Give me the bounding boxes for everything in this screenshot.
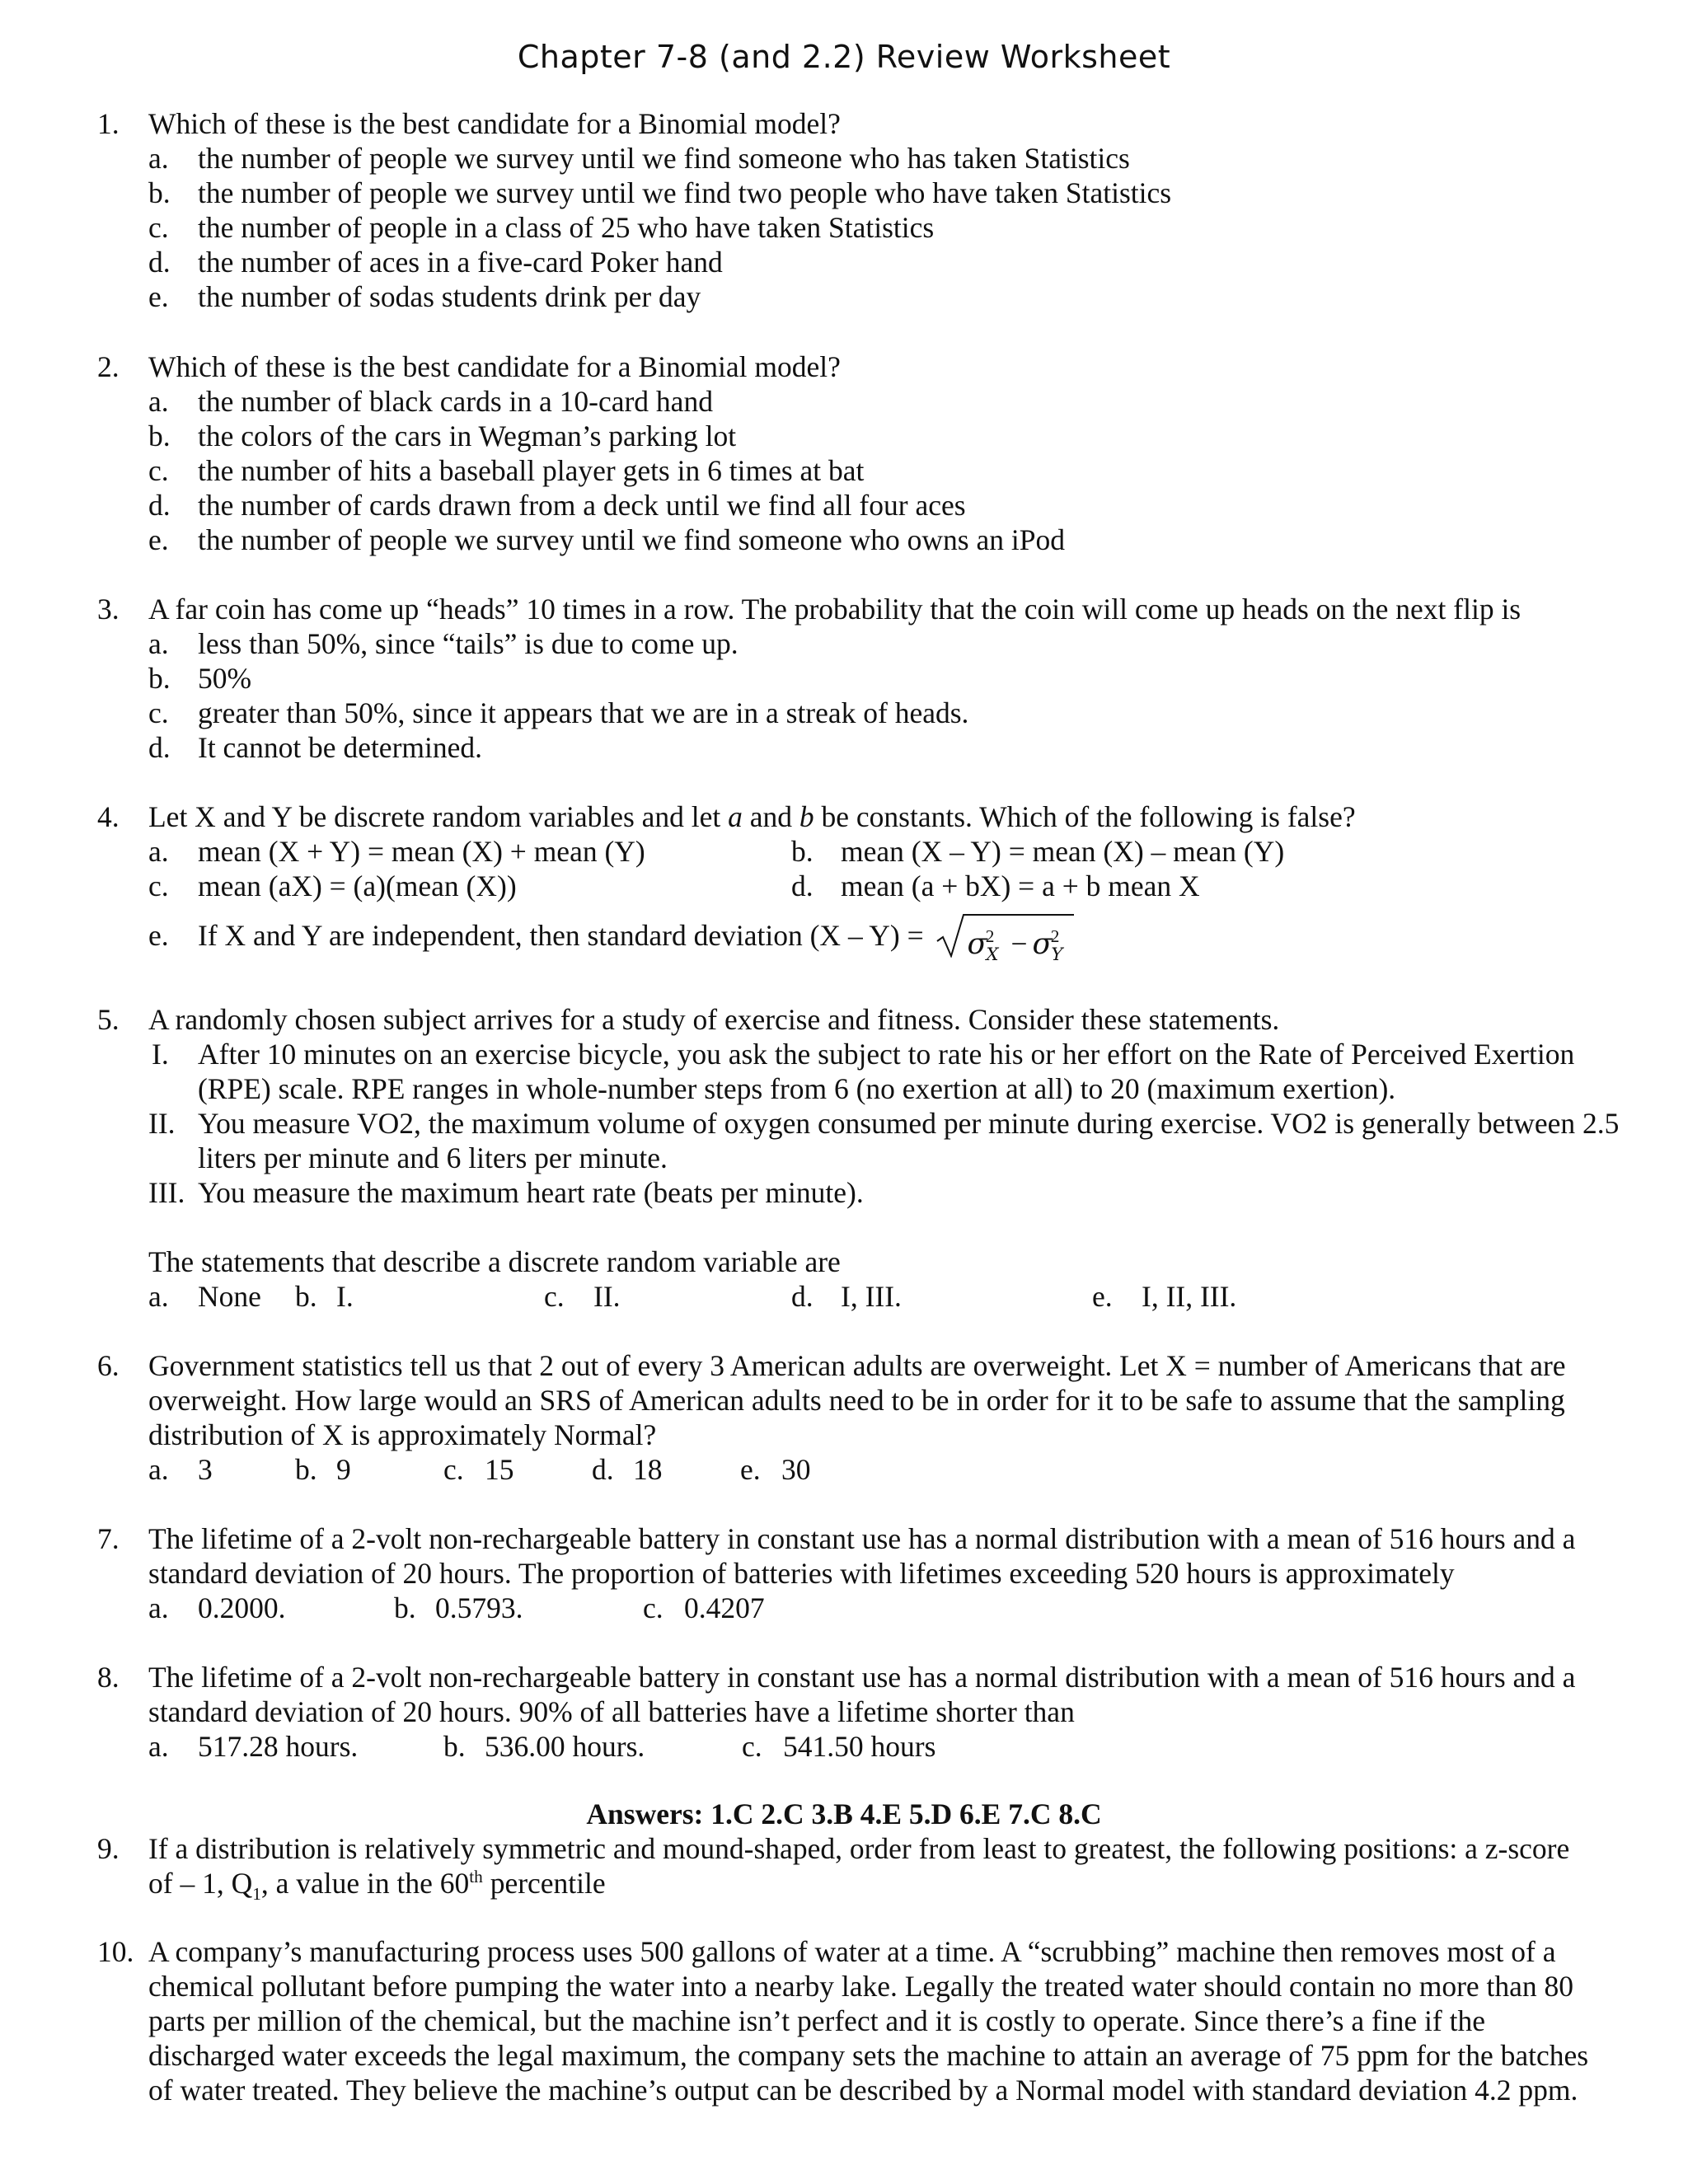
option-a	[148, 834, 645, 869]
option-letter: e.	[148, 280, 169, 313]
question-6	[0, 1348, 1688, 1487]
option-b	[148, 176, 1599, 210]
option-letter: c.	[148, 454, 169, 487]
option-text: the number of hits a baseball player gets in 6 times at bat	[198, 454, 865, 487]
question-stem	[148, 1831, 1582, 1905]
statement-3	[148, 1175, 1599, 1210]
choice-letter: a.	[148, 1591, 169, 1624]
option-text: the number of aces in a five-card Poker hand	[198, 246, 723, 279]
option-c	[148, 210, 1599, 245]
statement-label: III.	[148, 1176, 185, 1209]
option-b	[791, 834, 1284, 869]
option-letter: a.	[148, 835, 169, 868]
option-d	[148, 245, 1599, 279]
option-e	[148, 523, 1599, 557]
statement-1	[148, 1037, 1632, 1106]
option-text: the number of cards drawn from a deck until we find all four aces	[198, 489, 966, 522]
worksheet-title: Chapter 7-8 (and 2.2) Review Worksheet	[517, 39, 1171, 75]
choice-text: 0.4207	[684, 1591, 765, 1624]
choice-letter: b.	[394, 1591, 416, 1624]
option-a	[148, 384, 1599, 419]
stem-text: and	[742, 800, 799, 833]
choice-d	[592, 1452, 663, 1487]
choice-letter: a.	[148, 1280, 169, 1313]
option-text: the number of people we survey until we find two people who have taken Statistics	[198, 176, 1172, 209]
question-stem: Which of these is the best candidate for a Binomial model?	[148, 107, 841, 140]
stem-text: be constants. Which of the following is false?	[814, 800, 1356, 833]
options-row	[148, 869, 1688, 903]
option-letter: d.	[148, 246, 171, 279]
option-text: 50%	[198, 662, 252, 695]
option-letter: b.	[148, 662, 171, 695]
option-letter: a.	[148, 142, 169, 175]
sqrt-sign	[935, 913, 1076, 958]
option-c	[148, 869, 517, 903]
choice-c	[443, 1452, 514, 1487]
option-letter: b.	[148, 176, 171, 209]
question-5	[0, 1002, 1688, 1314]
statement-text: You measure VO2, the maximum volume of oxygen consumed per minute during exercise. VO2 is generally between 2.5 liters per minute and 6 liters per minute.	[198, 1107, 1620, 1174]
option-letter: c.	[148, 696, 169, 729]
choice-letter: a.	[148, 1453, 169, 1486]
option-letter: d.	[148, 489, 171, 522]
choice-text: II.	[593, 1280, 621, 1313]
choice-text: 0.5793.	[435, 1591, 523, 1624]
choice-text: 0.2000.	[198, 1591, 286, 1624]
choice-letter: e.	[1092, 1280, 1113, 1313]
option-text: the colors of the cars in Wegman’s parking lot	[198, 419, 737, 452]
option-text: less than 50%, since “tails” is due to come up.	[198, 627, 738, 660]
choice-text: 517.28 hours.	[198, 1730, 359, 1763]
choice-a	[148, 1279, 261, 1314]
choice-text: 536.00 hours.	[485, 1730, 645, 1763]
exponent: 2	[985, 926, 995, 946]
question-2	[0, 349, 1688, 557]
choice-letter: c.	[544, 1280, 565, 1313]
choice-text: 9	[336, 1453, 351, 1486]
choice-e	[1092, 1279, 1236, 1314]
option-e	[148, 279, 1599, 314]
question-stem: The lifetime of a 2-volt non-rechargeable battery in constant use has a normal distribution with a mean of 516 hours and a standard deviation of 20 hours. The proportion of batteries with lifetimes exceeding 520 hours is approximately	[148, 1522, 1576, 1590]
choice-b	[394, 1591, 523, 1625]
choice-letter: c.	[643, 1591, 663, 1624]
question-number: 1.	[97, 107, 120, 140]
choice-letter: c.	[742, 1730, 762, 1763]
question-1	[0, 106, 1688, 314]
choice-text: I, III.	[841, 1280, 902, 1313]
option-text: the number of people we survey until we find someone who owns an iPod	[198, 523, 1065, 556]
subscript: 1	[252, 1884, 261, 1905]
option-text: the number of black cards in a 10-card hand	[198, 385, 713, 418]
choice-text: 15	[485, 1453, 514, 1486]
choice-letter: c.	[443, 1453, 464, 1486]
choice-text: None	[198, 1280, 261, 1313]
question-number: 4.	[97, 800, 120, 833]
option-text: mean (X + Y) = mean (X) + mean (Y)	[198, 835, 645, 868]
minus-sign: −	[1010, 927, 1028, 960]
constant-b: b	[799, 800, 814, 833]
question-number: 5.	[97, 1003, 120, 1036]
question-number: 6.	[97, 1349, 120, 1382]
question-prompt: The statements that describe a discrete random variable are	[148, 1245, 841, 1278]
question-stem: Government statistics tell us that 2 out of every 3 American adults are overweight. Let X = number of Americans that are overweight. How large would an SRS of American adults need to be in order for it to be safe to assume that the sampling distribution of X is approximately Normal?	[148, 1349, 1566, 1451]
question-9	[0, 1831, 1688, 1905]
choice-b	[295, 1279, 354, 1314]
choices-row	[148, 1591, 1688, 1625]
choice-b	[443, 1729, 645, 1764]
choice-text: I.	[336, 1280, 354, 1313]
exponent: 2	[1050, 926, 1060, 946]
choice-letter: b.	[295, 1453, 317, 1486]
choice-letter: a.	[148, 1730, 169, 1763]
choice-text: 18	[633, 1453, 663, 1486]
sigma-symbol: σ	[1032, 927, 1053, 961]
constant-a: a	[728, 800, 743, 833]
option-text: mean (aX) = (a)(mean (X))	[198, 869, 517, 902]
option-text: mean (a + bX) = a + b mean X	[841, 869, 1200, 902]
choice-letter: b.	[443, 1730, 466, 1763]
option-text: the number of people we survey until we find someone who has taken Statistics	[198, 142, 1130, 175]
choice-c	[742, 1729, 935, 1764]
choice-e	[740, 1452, 811, 1487]
statement-label: I.	[152, 1038, 169, 1071]
option-text: greater than 50%, since it appears that we are in a streak of heads.	[198, 696, 969, 729]
question-4	[0, 799, 1688, 965]
statement-label: II.	[148, 1107, 176, 1140]
choice-text: 30	[781, 1453, 811, 1486]
question-stem: Which of these is the best candidate for a Binomial model?	[148, 350, 841, 383]
option-letter: a.	[148, 385, 169, 418]
question-stem: A randomly chosen subject arrives for a study of exercise and fitness. Consider these statements.	[148, 1003, 1280, 1036]
question-8	[0, 1660, 1688, 1764]
choice-letter: b.	[295, 1280, 317, 1313]
option-text: If X and Y are independent, then standard deviation (X – Y) =	[198, 919, 924, 952]
answer-key: Answers: 1.C 2.C 3.B 4.E 5.D 6.E 7.C 8.C	[586, 1797, 1102, 1830]
question-number: 7.	[97, 1522, 120, 1555]
option-b	[148, 661, 1599, 696]
statement-text: You measure the maximum heart rate (beats per minute).	[198, 1176, 864, 1209]
option-d	[791, 869, 1200, 903]
option-letter: d.	[148, 731, 171, 764]
superscript: th	[469, 1867, 483, 1887]
question-number: 2.	[97, 350, 120, 383]
question-10	[0, 1934, 1688, 2107]
sigma-symbol: σ	[967, 927, 987, 961]
option-letter: e.	[148, 919, 169, 952]
option-letter: d.	[791, 869, 814, 902]
stem-text: , a value in the 60	[260, 1867, 470, 1900]
choice-a	[148, 1591, 286, 1625]
option-c	[148, 453, 1599, 488]
option-e	[148, 918, 1063, 965]
statement-2	[148, 1106, 1632, 1175]
choice-c	[643, 1591, 765, 1625]
question-number: 8.	[97, 1661, 120, 1694]
option-a	[148, 626, 1599, 661]
question-stem	[148, 799, 1599, 834]
statement-text: After 10 minutes on an exercise bicycle, you ask the subject to rate his or her effort on the Rate of Perceived Exertion (RPE) scale. RPE ranges in whole-number steps from 6 (no exertion at all) to 20 (maximum exertion).	[198, 1038, 1575, 1105]
question-number: 3.	[97, 593, 120, 626]
option-letter: a.	[148, 627, 169, 660]
question-7	[0, 1521, 1688, 1625]
choice-c	[544, 1279, 621, 1314]
choice-b	[295, 1452, 351, 1487]
choices-row	[148, 1452, 1688, 1487]
stem-text: percentile	[482, 1867, 606, 1900]
choice-a	[148, 1729, 358, 1764]
question-stem: A company’s manufacturing process uses 500 gallons of water at a time. A “scrubbing” machine then removes most of a chemical pollutant before pumping the water into a nearby lake. Legally the treated water should contain no more than 80 parts per million of the chemical, but the machine isn’t perfect and it is costly to operate. Since there’s a fine if the discharged water exceeds the legal maximum, the company sets the machine to attain an average of 75 ppm for the batches of water treated. They believe the machine’s output can be described by a Normal model with standard deviation 4.2 ppm.	[148, 1935, 1589, 2107]
choices-row	[148, 1279, 1688, 1314]
question-number: 9.	[97, 1832, 120, 1865]
option-c	[148, 696, 1599, 730]
question-3	[0, 592, 1688, 765]
choice-letter: d.	[592, 1453, 614, 1486]
choice-letter: d.	[791, 1280, 814, 1313]
option-letter: c.	[148, 211, 169, 244]
option-text: It cannot be determined.	[198, 731, 482, 764]
option-text: the number of people in a class of 25 who have taken Statistics	[198, 211, 935, 244]
option-text: mean (X – Y) = mean (X) – mean (Y)	[841, 835, 1285, 868]
choice-text: 541.50 hours	[783, 1730, 936, 1763]
options-row	[148, 834, 1688, 869]
choices-row	[148, 1729, 1688, 1764]
choice-text: 3	[198, 1453, 213, 1486]
choice-text: I, II, III.	[1142, 1280, 1237, 1313]
option-letter: c.	[148, 869, 169, 902]
choice-a	[148, 1452, 213, 1487]
option-letter: e.	[148, 523, 169, 556]
question-stem: A far coin has come up “heads” 10 times in a row. The probability that the coin will come up heads on the next flip is	[148, 593, 1522, 626]
choice-d	[791, 1279, 902, 1314]
options-row	[148, 905, 1688, 965]
choice-letter: e.	[740, 1453, 761, 1486]
option-d	[148, 730, 1599, 765]
option-a	[148, 141, 1599, 176]
option-b	[148, 419, 1599, 453]
option-letter: b.	[791, 835, 814, 868]
option-d	[148, 488, 1599, 523]
subscript-x: X	[986, 944, 999, 965]
subscript-y: Y	[1051, 944, 1063, 965]
stem-text: If a distribution is relatively symmetric and mound-shaped, order from least to greatest, the following positions: a z-score of – 1, Q	[148, 1832, 1570, 1900]
sqrt-formula	[931, 923, 1063, 965]
option-letter: b.	[148, 419, 171, 452]
option-text: the number of sodas students drink per day	[198, 280, 701, 313]
question-number: 10.	[97, 1935, 134, 1968]
stem-text: Let X and Y be discrete random variables and let	[148, 800, 729, 833]
question-stem: The lifetime of a 2-volt non-rechargeable battery in constant use has a normal distribution with a mean of 516 hours and a standard deviation of 20 hours. 90% of all batteries have a lifetime shorter than	[148, 1661, 1576, 1728]
